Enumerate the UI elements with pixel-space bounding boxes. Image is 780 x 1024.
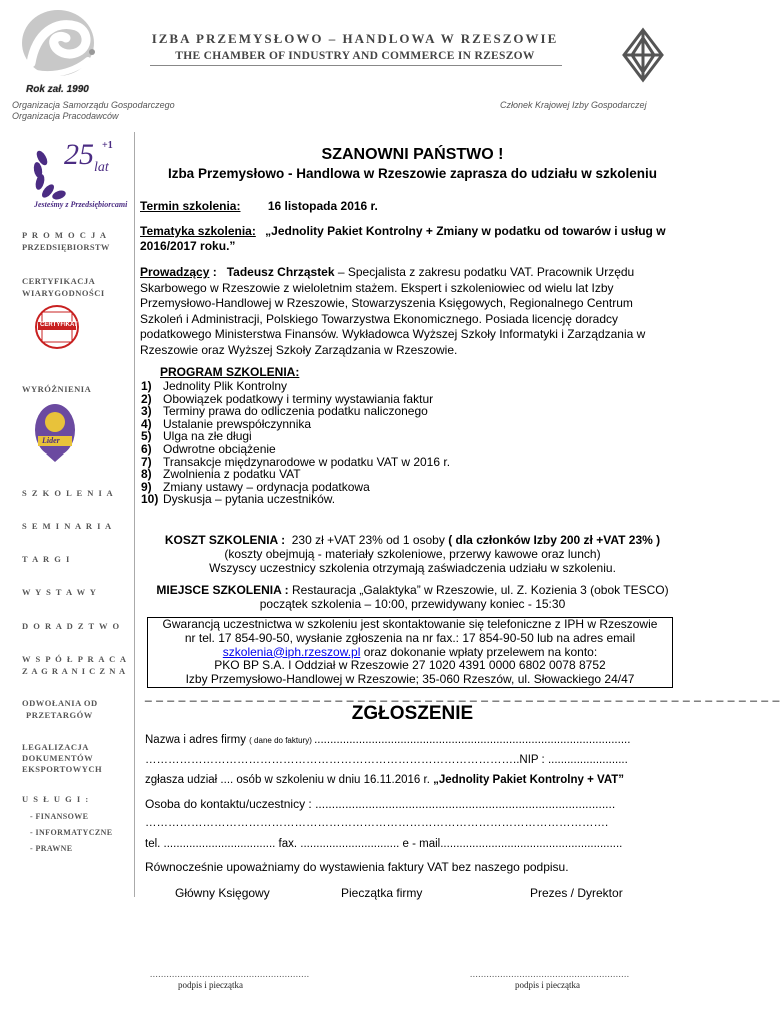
anniversary-number: 25	[64, 138, 94, 171]
org-left-2: Organizacja Pracodawców	[12, 111, 119, 121]
sidebar-item-dokumentow: DOKUMENTÓW	[22, 753, 94, 763]
sidebar-item-eksportowych: EKSPORTOWYCH	[22, 764, 103, 774]
form-title: ZGŁOSZENIE	[351, 703, 474, 724]
lecturer-block	[140, 265, 685, 359]
email-link[interactable]: szkolenia@iph.rzeszow.pl	[222, 644, 361, 659]
certificate-badge	[34, 302, 80, 352]
letter-invite: Izba Przemysłowo - Handlowa w Rzeszowie zaprasza do udziału w szkoleniu	[167, 166, 658, 181]
apply-line[interactable]	[145, 774, 624, 786]
program-item: 3) Terminy prawa do odliczenia podatku naliczonego	[141, 404, 428, 419]
sidebar-subitem-finansowe: - FINANSOWE	[30, 812, 89, 821]
contact-field[interactable]	[145, 797, 615, 811]
program-item: 5) Ulga na złe długi	[141, 429, 252, 444]
box-line-5: Izby Przemysłowo-Handlowej w Rzeszowie; 35-060 Rzeszów, ul. Słowackiego 24/47	[185, 672, 635, 687]
anniversary-lat: lat	[94, 160, 109, 175]
program-item: 1) Jednolity Plik Kontrolny	[141, 379, 288, 393]
lecturer-bio-4: Szkoleń i Administracji, Polskiego Towarzystwa Ekonomicznego. Posiada licencję doradcy	[140, 311, 619, 326]
program-item: 7) Transakcje międzynarodowe w podatku VAT w 2016 r.	[141, 454, 451, 469]
cost-note-1: (koszty obejmują - materiały szkoleniowe, przerwy kawowe oraz lunch)	[224, 547, 601, 561]
phone-fax-email-field[interactable]: tel. ................................... fax. ............................... e - mail.........................................................	[145, 838, 623, 850]
place-time: początek szkolenia – 10:00, przewidywany koniec - 15:30	[259, 597, 566, 611]
training-date	[140, 199, 685, 214]
program-title: PROGRAM SZKOLENIA:	[160, 365, 300, 379]
box-line-1: Gwarancją uczestnictwa w szkoleniu jest skontaktowanie się telefoniczne z IPH w Rzeszowie	[162, 617, 658, 631]
chamber-subtitle: THE CHAMBER OF INDUSTRY AND COMMERCE IN RZESZOW	[175, 50, 535, 62]
signature-director: Prezes / Dyrektor	[530, 886, 623, 900]
company-dots: ...................................................................................................	[314, 734, 631, 746]
sidebar-item-promocja: P R O M O C J A	[22, 230, 108, 240]
contact-label: Osoba do kontaktu/uczestnicy :	[145, 797, 316, 811]
signature-stamp: Pieczątka firmy	[341, 886, 423, 900]
sidebar-item-wystawy: W Y S T A W Y	[22, 587, 98, 597]
program-item: 2) Obowiązek podatkowy i terminy wystawiania faktur	[141, 391, 434, 406]
cut-line: _ _ _ _ _ _ _ _ _ _ _ _ _ _ _ _ _ _ _ _ _ _ _ _ _ _ _ _ _ _ _ _ _ _ _ _ _ _ _ _ _ _ _ _ _ _ _ _ _ _ _ _ _ _ _ _ _	[145, 688, 780, 702]
cost-members: ( dla członków Izby 200 zł +VAT 23% )	[448, 533, 661, 547]
lecturer-bio-2: Skarbowego w Rzeszowie z wieloletnim stażem. Ekspert i szkoleniowiec od wielu lat Izby	[140, 280, 614, 295]
founding-year: Rok zał. 1990	[26, 84, 89, 95]
authorization-text: Równocześnie upoważniamy do wystawienia faktury VAT bez naszego podpisu.	[145, 860, 569, 874]
program-item: 4) Ustalanie prewspółczynnika	[141, 416, 312, 431]
program-item: 6) Odwrotne obciążenie	[141, 441, 276, 456]
box-line-4: PKO BP S.A. I Oddział w Rzeszowie 27 1020 4391 0000 6802 0078 8752	[214, 658, 606, 673]
lecturer-bio-6: Rzeszowie oraz Wyższej Szkoły Zarządzania w Rzeszowie.	[140, 342, 458, 357]
sidebar-subitem-prawne: - PRAWNE	[30, 844, 73, 853]
cost-label: KOSZT SZKOLENIA :	[164, 533, 286, 547]
footer-label-left: podpis i pieczątka	[178, 980, 243, 990]
company-field[interactable]	[145, 734, 630, 746]
program-list	[141, 380, 450, 506]
anniversary-badge	[26, 138, 136, 212]
sidebar-item-wspolpraca: W S P Ó Ł P R A C A	[22, 654, 128, 664]
anniversary-slogan: Jesteśmy z Przedsiębiorcami	[34, 200, 128, 209]
company-hint: ( dane do faktury)	[249, 736, 315, 745]
org-right: Członek Krajowej Izby Gospodarczej	[500, 100, 647, 110]
letter-greeting: SZANOWNI PAŃSTWO !	[321, 146, 504, 163]
cost-value: 230 zł +VAT 23% od 1 osoby	[285, 533, 449, 547]
sidebar-item-uslugi: U S Ł U G I :	[22, 794, 90, 804]
lecturer-name: Tadeusz Chrząstek	[226, 265, 335, 279]
lecturer-sep: :	[209, 265, 227, 279]
lecturer-bio-1: – Specjalista z zakresu podatku VAT. Pracownik Urzędu	[334, 265, 635, 279]
lider-medal-icon	[32, 400, 78, 464]
sidebar-item-przedsiebiorstw: PRZEDSIĘBIORSTW	[22, 242, 110, 252]
lecturer-label: Prowadzący	[140, 265, 210, 279]
company-label: Nazwa i adres firmy	[145, 734, 250, 746]
kig-logo	[620, 26, 666, 84]
sidebar-item-doradztwo: D O R A D Z T W O	[22, 621, 121, 631]
chamber-title: IZBA PRZEMYSŁOWO – HANDLOWA W RZESZOWIE	[151, 31, 559, 46]
program-item: 10) Dyskusja – pytania uczestników.	[141, 492, 336, 507]
place-value: Restauracja „Galaktyka” w Rzeszowie, ul. Z. Kozienia 3 (obok TESCO)	[288, 583, 669, 597]
date-value: 16 listopada 2016 r.	[267, 199, 378, 213]
footer-dots-right: ..........................................................	[470, 969, 630, 979]
contact-dots: ..........................................................................................	[315, 797, 616, 811]
apply-text: zgłasza udział .... osób w szkoleniu w dniu 16.11.2016 r.	[145, 774, 434, 786]
kig-emblem-icon	[620, 26, 666, 84]
box-line-3: oraz dokonanie wpłaty przelewem na konto:	[360, 644, 598, 659]
sidebar-item-wiarygodnosci: WIARYGODNOŚCI	[22, 288, 105, 298]
cost-block	[140, 533, 685, 575]
topic-value-2: 2016/2017 roku.”	[140, 238, 236, 253]
place-label: MIEJSCE SZKOLENIA :	[156, 583, 289, 597]
certificate-text: CERTYFIKAT	[40, 322, 78, 328]
apply-course: „Jednolity Pakiet Kontrolny + VAT”	[433, 774, 625, 786]
program-item: 9) Zmiany ustawy – ordynacja podatkowa	[141, 479, 370, 494]
company-nip-field[interactable]: ……………………………………………………………………………………..NIP : .........................	[145, 754, 628, 766]
chamber-logo-icon	[16, 8, 106, 86]
topic-label: Tematyka szkolenia:	[140, 224, 256, 238]
sidebar-item-wyroznienia: WYRÓŻNIENIA	[22, 384, 92, 394]
sidebar	[12, 132, 135, 897]
sidebar-item-odwolania: ODWOŁANIA OD	[22, 698, 98, 708]
sidebar-subitem-informatyczne: - INFORMATYCZNE	[30, 828, 113, 837]
org-left-1: Organizacja Samorządu Gospodarczego	[12, 100, 175, 110]
lider-text: Lider	[42, 436, 60, 445]
place-block	[140, 583, 685, 611]
footer-dots-left: ..........................................................	[150, 969, 310, 979]
header-rule	[150, 65, 562, 66]
sidebar-item-seminaria: S E M I N A R I A	[22, 521, 113, 531]
lecturer-bio-5: podatkowego Ministerstwa Finansów. Wykładowca Wyższej Szkoły Informatyki i Zarządzania w	[140, 327, 646, 342]
signature-accountant: Główny Księgowy	[175, 886, 270, 900]
payment-info-box	[147, 617, 673, 688]
footer-label-right: podpis i pieczątka	[515, 980, 580, 990]
program-item: 8) Zwolnienia z podatku VAT	[141, 467, 301, 482]
contact-field-2[interactable]: ………………………………………………………………………………………………………….	[145, 817, 609, 829]
date-label: Termin szkolenia:	[140, 199, 241, 213]
sidebar-item-legalizacja: LEGALIZACJA	[22, 742, 89, 752]
sidebar-item-targi: T A R G I	[22, 554, 71, 564]
sidebar-item-szkolenia: S Z K O L E N I A	[22, 488, 115, 498]
sidebar-item-certyfikacja: CERTYFIKACJA	[22, 276, 96, 286]
chamber-logo	[16, 8, 106, 86]
topic-value-1: „Jednolity Pakiet Kontrolny + Zmiany w podatku od towarów i usług w	[265, 224, 666, 238]
sidebar-item-zagraniczna: Z A G R A N I C Z N A	[22, 666, 127, 676]
cost-note-2: Wszyscy uczestnicy szkolenia otrzymają zaświadczenia udziału w szkoleniu.	[209, 561, 616, 575]
box-line-2: nr tel. 17 854-90-50, wysłanie zgłoszenia na nr fax.: 17 854-90-50 lub na adres email	[184, 630, 636, 645]
anniversary-plus: +1	[102, 140, 113, 151]
lider-badge	[32, 400, 78, 464]
sidebar-item-przetargow: PRZETARGÓW	[26, 710, 93, 720]
training-topic	[140, 224, 685, 253]
lecturer-bio-3: Przemysłowo-Handlowej w Rzeszowie, Stowarzyszenia Księgowych, Regionalnego Centrum	[140, 296, 633, 311]
